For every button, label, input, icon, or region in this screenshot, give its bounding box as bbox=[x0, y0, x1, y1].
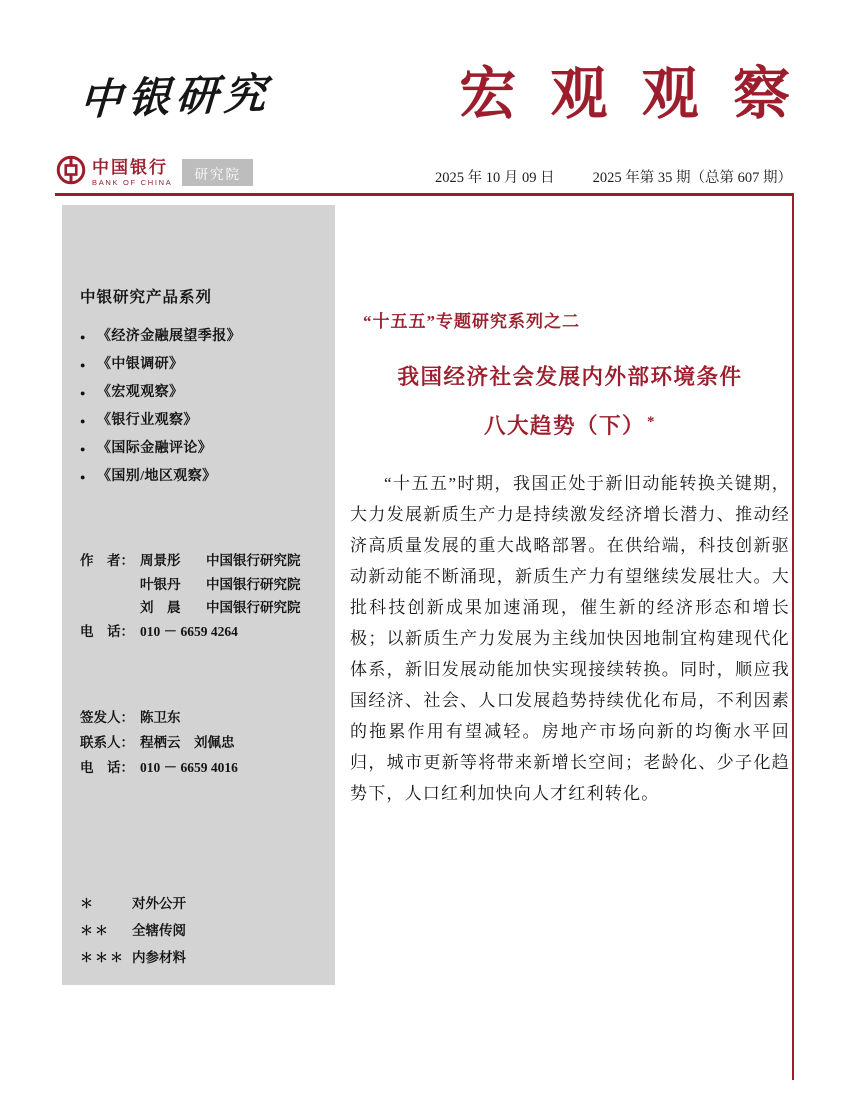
author-affiliation: 中国银行研究院 bbox=[206, 576, 301, 592]
authors-block bbox=[80, 549, 323, 643]
contact-names: 程栖云 刘佩忠 bbox=[140, 735, 235, 750]
author-name: 周景彤 bbox=[140, 553, 181, 568]
header-rule bbox=[55, 193, 794, 196]
sidebar-item-boc-survey: ● 《中银调研》 bbox=[80, 351, 323, 379]
author-row bbox=[80, 549, 323, 573]
phone-label: 电 话： bbox=[80, 760, 134, 775]
article-title-line2: 八大趋势（下） * bbox=[483, 413, 656, 438]
issue-info bbox=[435, 166, 792, 187]
phone-number: 010 － 6659 4264 bbox=[140, 623, 238, 639]
bullet-icon bbox=[80, 379, 97, 407]
signer-label: 签发人： bbox=[80, 710, 134, 725]
footnote-text: 全辖传阅 bbox=[132, 923, 186, 938]
issue-number: 2025 年第 35 期（总第 607 期） bbox=[592, 170, 792, 186]
bullet-icon bbox=[80, 407, 97, 435]
sidebar-item-intl-finance-review: ● 《国际金融评论》 bbox=[80, 435, 323, 463]
classification-footnotes bbox=[80, 890, 323, 971]
phone-number: 010 － 6659 4016 bbox=[140, 760, 238, 775]
article-area bbox=[350, 307, 790, 826]
right-margin-rule bbox=[792, 196, 794, 1080]
author-name: 刘 晨 bbox=[140, 600, 181, 615]
signer-block bbox=[80, 705, 323, 780]
phone-row bbox=[80, 755, 323, 780]
footnote-mark: ＊ bbox=[80, 896, 96, 911]
phone-label: 电 话： bbox=[80, 623, 134, 639]
sidebar-series-title: 中银研究产品系列 bbox=[80, 289, 213, 306]
publication-title: 宏 观 观 察 bbox=[459, 63, 800, 126]
author-affiliation: 中国银行研究院 bbox=[206, 553, 301, 568]
contact-row bbox=[80, 730, 323, 755]
bank-name bbox=[92, 159, 172, 187]
abstract-paragraph: “十五五”时期，我国正处于新旧动能转换关键期，大力发展新质生产力是持续激发经济增长潜力、推动经济高质量发展的重大战略部署。在供给端，科技创新驱动新动能不断涌现，新质生产力有望继续发展壮大。大批科技创新成果加速涌现，催生新的经济形态和增长极；以新质生产力发展为主线加快因地制宜构建现代化体系，新旧发展动能加快实现接续转换。同时，顺应我国经济、社会、人口发展趋势持续优化布局，不利因素的拖累作用有望减轻。房地产市场向新的均衡水平回归，城市更新等将带来新增长空间；老龄化、少子化趋势下，人口红利加快向人才红利转化。 bbox=[350, 474, 790, 804]
footnote-text: 对外公开 bbox=[132, 896, 186, 911]
sidebar-item-economic-outlook: ● 《经济金融展望季报》 bbox=[80, 323, 323, 351]
masthead-calligraphy: 中银研究 bbox=[78, 71, 273, 125]
bullet-icon bbox=[80, 463, 97, 491]
contact-label: 联系人： bbox=[80, 735, 134, 750]
bank-brand bbox=[56, 155, 253, 186]
footnote-text: 内参材料 bbox=[132, 950, 186, 965]
signer-row bbox=[80, 705, 323, 730]
footnote-row bbox=[80, 944, 323, 971]
footnote-mark: ＊＊＊ bbox=[80, 950, 126, 965]
bullet-icon bbox=[80, 351, 97, 379]
title-footnote-asterisk: * bbox=[647, 413, 656, 430]
sidebar-item-macro-observation: ● 《宏观观察》 bbox=[80, 379, 323, 407]
article-series-label: “十五五”专题研究系列之二 bbox=[363, 312, 580, 331]
bank-name-cn: 中国银行 bbox=[92, 157, 168, 177]
author-row bbox=[80, 573, 323, 597]
signer-name: 陈卫东 bbox=[140, 710, 181, 725]
footnote-row bbox=[80, 917, 323, 944]
author-row bbox=[80, 596, 323, 620]
author-name: 叶银丹 bbox=[140, 576, 181, 592]
authors-label: 作 者： bbox=[80, 553, 134, 568]
boc-logo-icon bbox=[56, 155, 86, 186]
sidebar bbox=[62, 205, 335, 985]
bullet-icon bbox=[80, 323, 97, 351]
publication-date: 2025 年 10 月 09 日 bbox=[435, 170, 555, 186]
footnote-mark: ＊＊ bbox=[80, 923, 111, 938]
article-title-line1: 我国经济社会发展内外部环境条件 bbox=[397, 365, 743, 389]
author-affiliation: 中国银行研究院 bbox=[206, 600, 301, 615]
sidebar-item-country-region-observation: ● 《国别/地区观察》 bbox=[80, 463, 323, 491]
phone-row bbox=[80, 620, 323, 644]
institute-badge: 研究院 bbox=[182, 159, 253, 186]
bank-name-en: BANK OF CHINA bbox=[92, 177, 173, 187]
footnote-row bbox=[80, 890, 323, 917]
bullet-icon bbox=[80, 435, 97, 463]
sidebar-item-banking-observation: ● 《银行业观察》 bbox=[80, 407, 323, 435]
